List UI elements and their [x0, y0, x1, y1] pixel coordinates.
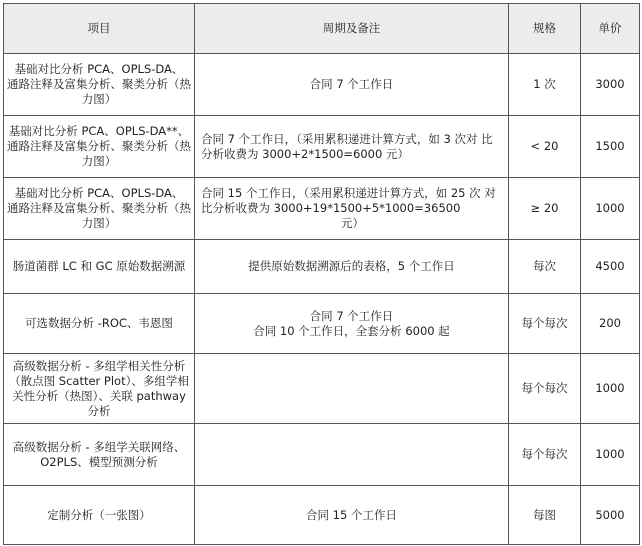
note-cell — [195, 424, 509, 486]
header-row — [4, 4, 640, 54]
note-text-line: 比分析收费为 3000+19*1500+5*1000=36500 — [201, 201, 461, 215]
note-cell — [195, 294, 509, 354]
note-text-line: 元） — [341, 216, 364, 230]
note-cell — [195, 354, 509, 424]
price-cell: 5000 — [581, 486, 640, 545]
item-text-line: 关性分析（热图）、关联 pathway — [12, 388, 186, 403]
item-cell — [4, 294, 195, 354]
note-cell — [195, 116, 509, 178]
price-cell: 1000 — [581, 354, 640, 424]
item-cell — [4, 486, 195, 545]
table-row — [4, 178, 640, 240]
pricing-table — [3, 3, 640, 545]
item-text-line: 基础对比分析 PCA、OPLS-DA、 — [14, 62, 184, 76]
item-text-line: 高级数据分析 - 多组学相关性分析 — [12, 358, 186, 373]
note-text-line: 合同 10 个工作日，全套分析 6000 起 — [253, 323, 450, 338]
item-text-line: 通路注释及富集分析、聚类分析（热 — [7, 139, 191, 153]
header-note: 周期及备注 — [195, 4, 509, 54]
note-text-line: 合同 7 个工作日 — [309, 77, 394, 91]
item-cell — [4, 240, 195, 294]
price-cell: 3000 — [581, 54, 640, 116]
item-text-line: 力图） — [81, 154, 117, 168]
spec-cell: 每图 — [509, 486, 581, 545]
price-cell: 4500 — [581, 240, 640, 294]
item-text-line: 力图） — [81, 216, 117, 230]
table-row — [4, 424, 640, 486]
spec-cell: < 20 — [509, 116, 581, 178]
header-price: 单价 — [581, 4, 640, 54]
item-text-line: 高级数据分析 - 多组学关联网络、 — [12, 439, 186, 454]
table-row — [4, 54, 640, 116]
price-cell: 1000 — [581, 424, 640, 486]
item-text-line: 基础对比分析 PCA、OPLS-DA、 — [14, 186, 184, 200]
note-text-line: 提供原始数据溯源后的表格，5 个工作日 — [248, 259, 455, 273]
note-text-line: 合同 7 个工作日，（采用累积递进计算方式，如 3 次对 比 — [201, 131, 493, 146]
note-text-line: 合同 15 个工作日，（采用累积递进计算方式，如 25 次 对 — [201, 186, 496, 200]
table-row — [4, 240, 640, 294]
note-cell — [195, 240, 509, 294]
item-cell — [4, 424, 195, 486]
spec-cell: 每个每次 — [509, 354, 581, 424]
item-cell — [4, 54, 195, 116]
note-cell — [195, 54, 509, 116]
note-text-line: 合同 7 个工作日 — [309, 308, 394, 323]
item-text-line: 可选数据分析 -ROC、韦恩图 — [25, 316, 173, 330]
item-text-line: O2PLS、模型预测分析 — [40, 454, 158, 469]
header-item: 项目 — [4, 4, 195, 54]
note-text-line: 合同 15 个工作日 — [306, 507, 397, 522]
note-cell — [195, 486, 509, 545]
item-text-line: 力图） — [81, 92, 117, 106]
item-text-line: 肠道菌群 LC 和 GC 原始数据溯源 — [12, 259, 186, 273]
item-cell — [4, 178, 195, 240]
table-row — [4, 354, 640, 424]
note-cell — [195, 178, 509, 240]
table-row — [4, 486, 640, 545]
item-cell — [4, 354, 195, 424]
price-cell: 200 — [581, 294, 640, 354]
spec-cell: ≥ 20 — [509, 178, 581, 240]
item-cell — [4, 116, 195, 178]
item-text-line: （散点图 Scatter Plot）、多组学相 — [9, 373, 189, 388]
price-cell: 1500 — [581, 116, 640, 178]
note-text-line: 分析收费为 3000+2*1500=6000 元） — [201, 146, 409, 161]
table-row — [4, 294, 640, 354]
header-spec: 规格 — [509, 4, 581, 54]
price-cell: 1000 — [581, 178, 640, 240]
item-text-line: 通路注释及富集分析、聚类分析（热 — [7, 201, 191, 215]
item-text-line: 通路注释及富集分析、聚类分析（热 — [7, 77, 191, 91]
spec-cell: 1 次 — [509, 54, 581, 116]
item-text-line: 基础对比分析 PCA、OPLS-DA**、 — [8, 124, 190, 138]
item-text-line: 定制分析（一张图） — [47, 507, 151, 522]
spec-cell: 每个每次 — [509, 424, 581, 486]
table-body — [4, 54, 640, 545]
spec-cell: 每个每次 — [509, 294, 581, 354]
spec-cell: 每次 — [509, 240, 581, 294]
item-text-line: 分析 — [87, 403, 111, 418]
table-row — [4, 116, 640, 178]
